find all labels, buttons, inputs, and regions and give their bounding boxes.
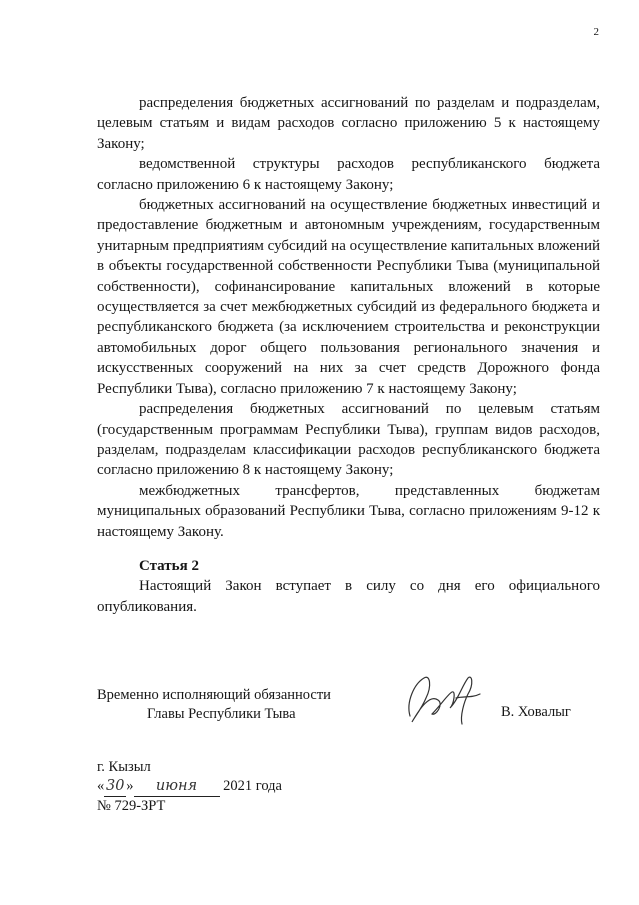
paragraph-4: распределения бюджетных ассигнований по целевым статьям (государственным программам Республики Тыва), группам видов расходов, разделам, подразделам классификации расходов республиканского бюджета согласно приложению 8 к настоящему Закону;	[97, 401, 600, 479]
signer-name: В. Ховалыг	[501, 704, 571, 720]
open-quote: «	[97, 778, 105, 794]
paragraph-1: распределения бюджетных ассигнований по разделам и подразделам, целевым статьям и видам расходов согласно приложению 5 к настоящему Закону;	[97, 95, 600, 152]
law-body-text	[97, 93, 600, 542]
position-line-2: Главы Республики Тыва	[147, 706, 296, 722]
paragraph-5: межбюджетных трансфертов, представленных бюджетам муниципальных образований Республики Тыва, согласно приложениям 9-12 к настоящему Закону.	[97, 482, 600, 540]
date-day: 30	[104, 777, 126, 797]
date-year: 2021 года	[223, 778, 282, 794]
position-line-1: Временно исполняющий обязанности	[97, 687, 331, 703]
article-text: Настоящий Закон вступает в силу со дня его официального опубликования.	[97, 578, 600, 615]
document-footer	[97, 758, 282, 816]
handwritten-signature	[400, 664, 490, 734]
article-title: Статья 2	[139, 558, 199, 574]
date-month: июня	[134, 777, 220, 797]
signing-date	[97, 777, 282, 797]
city: г. Кызыл	[97, 759, 151, 775]
paragraph-3: бюджетных ассигнований на осуществление бюджетных инвестиций и предоставление бюджетным и автономным учреждениям, государственным унитарным предприятиям субсидий на осуществление капитальных вложений в объекты государственной собственности Республики Тыва (муниципальной собственности), софинансирование капитальных вложений в которые осуществляется за счет межбюджетных субсидий из федерального бюджета и республиканского бюджета (за исключением строительства и реконструкции автомобильных дорог общего пользования регионального значения и искусственных сооружений на них за счет средств Дорожного фонда Республики Тыва), согласно приложению 7 к настоящему Закону;	[97, 197, 600, 397]
signatory-position	[97, 686, 331, 724]
close-quote: »	[126, 778, 134, 794]
article-2	[97, 556, 600, 617]
page-number: 2	[593, 26, 599, 38]
law-number: № 729-ЗРТ	[97, 798, 166, 814]
paragraph-2: ведомственной структуры расходов республиканского бюджета согласно приложению 6 к настоящему Закону;	[97, 156, 600, 193]
